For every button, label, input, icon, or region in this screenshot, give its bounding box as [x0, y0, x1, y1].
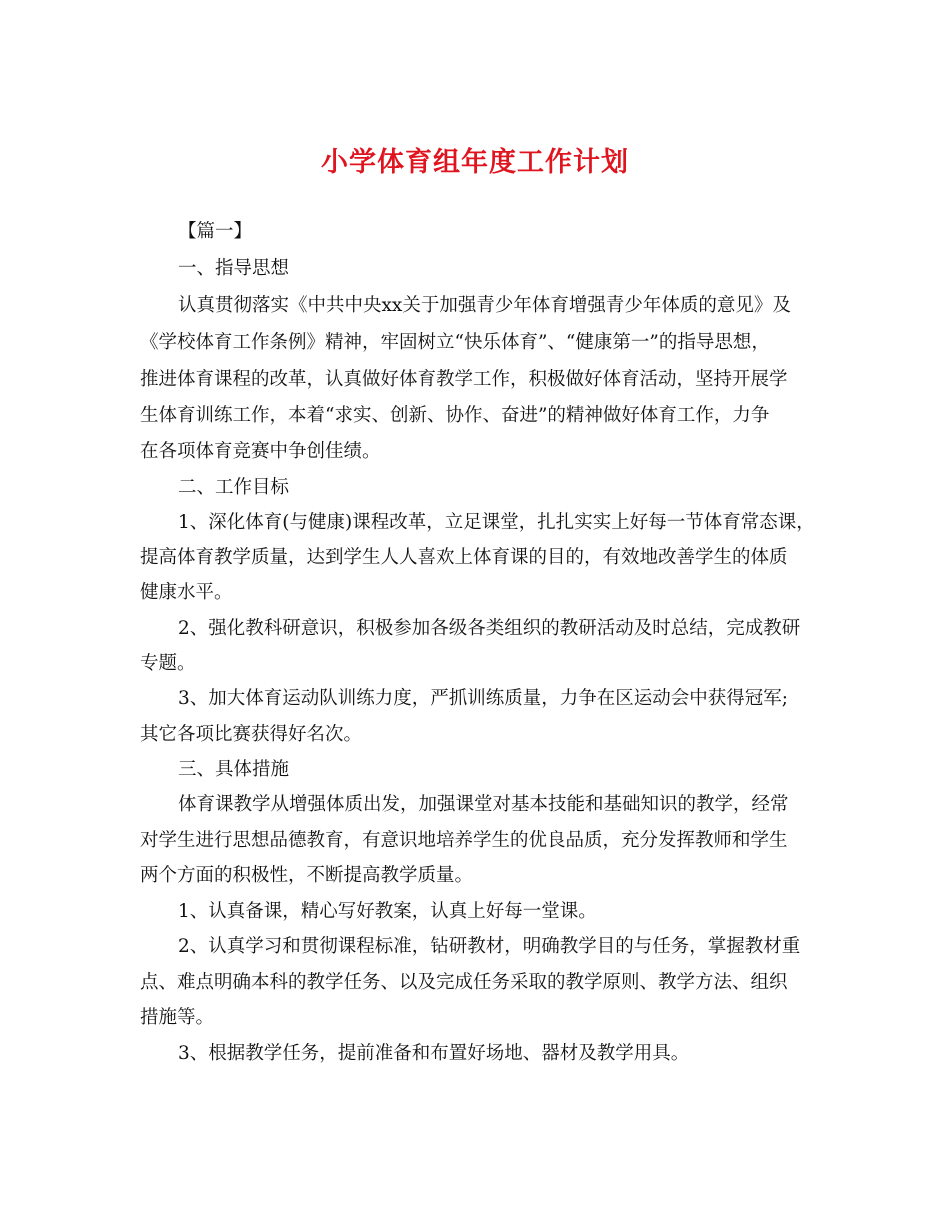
paragraph-line: 3、加大体育运动队训练力度，严抓训练质量，力争在区运动会中获得冠军;	[178, 688, 789, 709]
paragraph-line: 认真贯彻落实《中共中央xx关于加强青少年体育增强青少年体质的意见》及	[178, 295, 791, 316]
paragraph-line: 3、根据教学任务，提前准备和布置好场地、器材及教学用具。	[178, 1043, 690, 1064]
heading-work-goals: 二、工作目标	[178, 477, 290, 498]
paragraph-line: 提高体育教学质量，达到学生人人喜欢上体育课的目的，有效地改善学生的体质	[140, 547, 788, 568]
paragraph-line: 两个方面的积极性，不断提高教学质量。	[140, 865, 474, 886]
heading-specific-measures: 三、具体措施	[178, 759, 290, 780]
paragraph-line: 1、深化体育(与健康)课程改革，立足课堂，扎扎实实上好每一节体育常态课，	[178, 512, 815, 533]
paragraph-line: 《学校体育工作条例》精神，牢固树立“快乐体育”、“健康第一”的指导思想，	[140, 332, 770, 353]
document-title: 小学体育组年度工作计划	[321, 147, 629, 178]
paragraph-line: 在各项体育竞赛中争创佳绩。	[140, 441, 381, 462]
paragraph-line: 专题。	[140, 653, 196, 674]
paragraph-line: 措施等。	[140, 1007, 215, 1028]
paragraph-line: 推进体育课程的改革，认真做好体育教学工作，积极做好体育活动，坚持开展学	[140, 369, 788, 390]
section-heading-pian-yi: 【篇一】	[178, 221, 253, 242]
paragraph-line: 其它各项比赛获得好名次。	[140, 724, 363, 745]
paragraph-line: 体育课教学从增强体质出发，加强课堂对基本技能和基础知识的教学，经常	[178, 794, 789, 815]
paragraph-line: 生体育训练工作，本着“求实、创新、协作、奋进”的精神做好体育工作，力争	[140, 405, 770, 426]
paragraph-line: 2、强化教科研意识，积极参加各级各类组织的教研活动及时总结，完成教研	[178, 618, 801, 639]
heading-guiding-ideology: 一、指导思想	[178, 258, 290, 279]
paragraph-line: 1、认真备课，精心写好教案，认真上好每一堂课。	[178, 901, 597, 922]
paragraph-line: 2、认真学习和贯彻课程标准，钻研教材，明确教学目的与任务，掌握教材重	[178, 936, 801, 957]
paragraph-line: 健康水平。	[140, 582, 233, 603]
paragraph-line: 点、难点明确本科的教学任务、以及完成任务采取的教学原则、教学方法、组织	[140, 972, 788, 993]
paragraph-line: 对学生进行思想品德教育，有意识地培养学生的优良品质，充分发挥教师和学生	[140, 830, 788, 851]
